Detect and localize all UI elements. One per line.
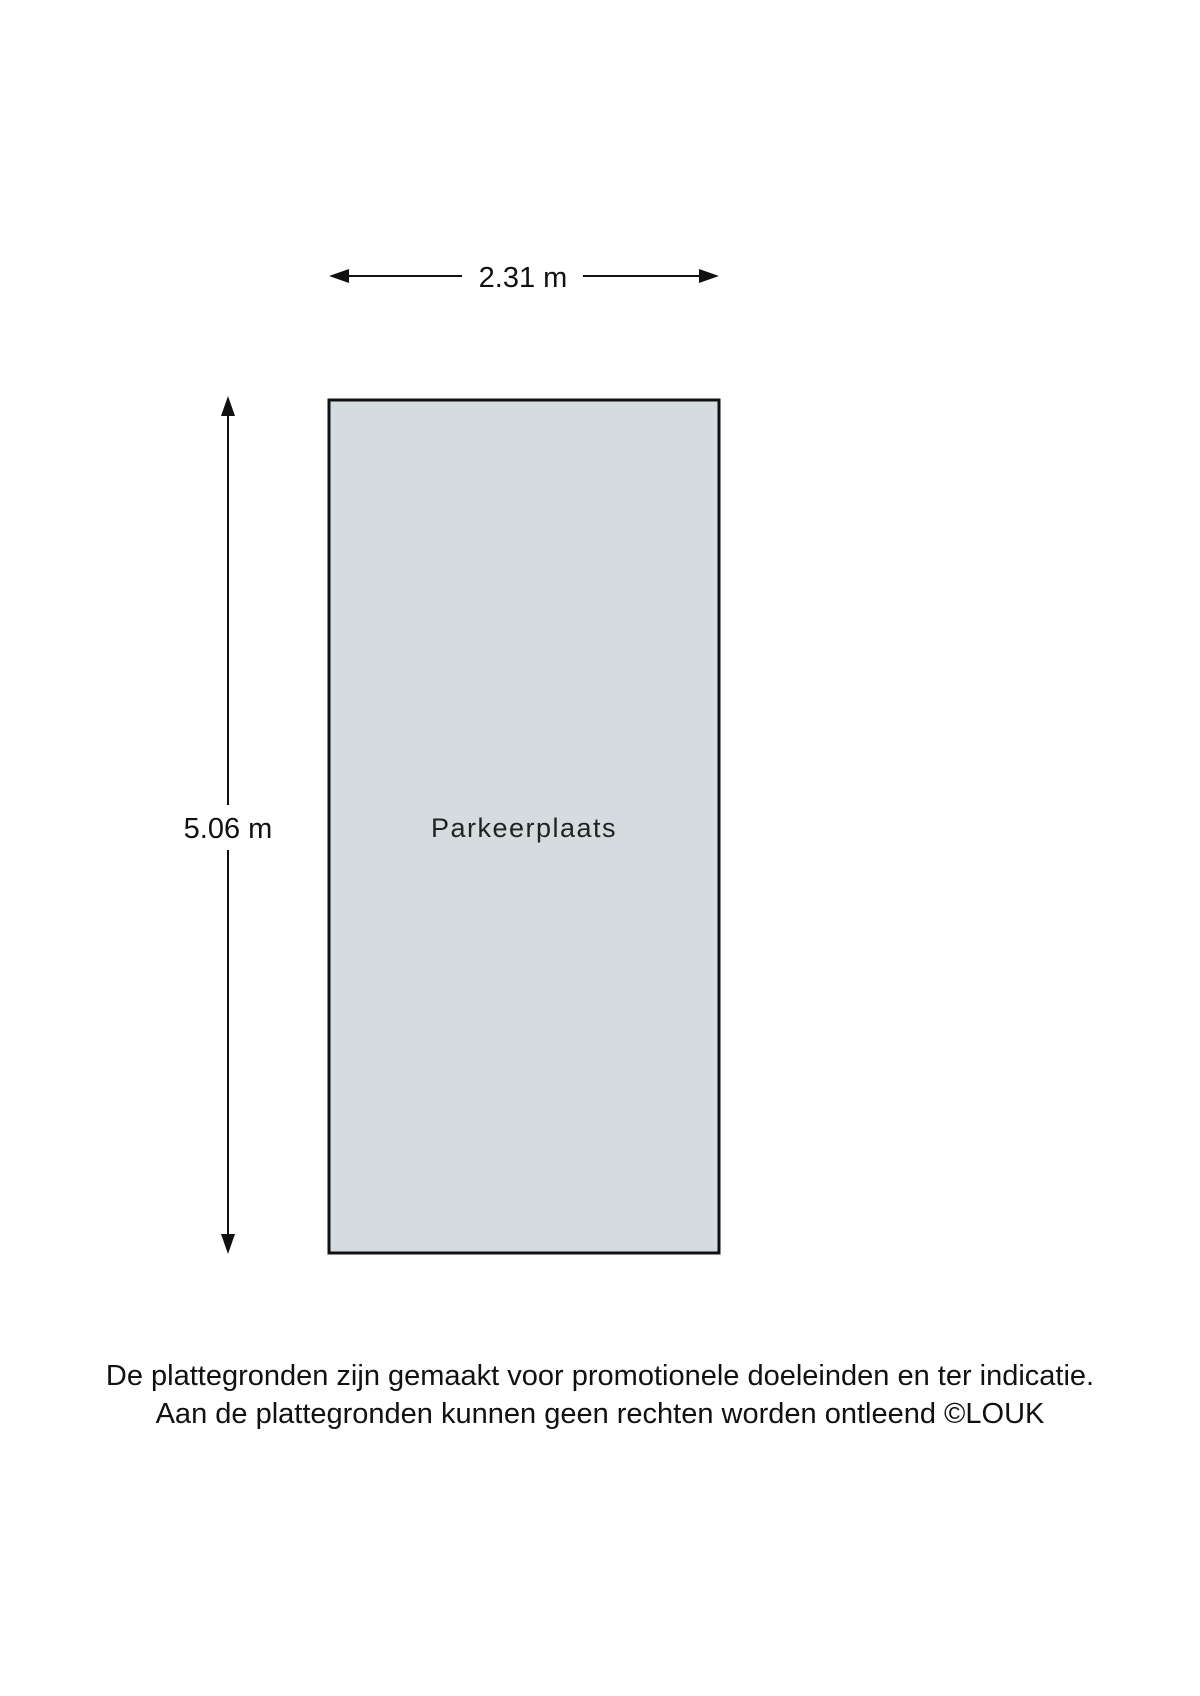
room-label: Parkeerplaats [430,813,618,843]
height-arrow-top-icon [221,396,235,416]
room-parkeerplaats [329,400,719,1253]
width-arrow-right-icon [699,269,719,283]
disclaimer-line-1: De plattegronden zijn gemaakt voor promotionele doeleinden en ter indicatie. [105,1360,1095,1392]
disclaimer [0,1357,1200,1433]
disclaimer-line-2: Aan de plattegronden kunnen geen rechten worden ontleend ©LOUK [155,1398,1045,1430]
width-arrow-left-icon [329,269,349,283]
height-dimension-label: 5.06 m [183,813,273,845]
width-dimension [329,262,719,294]
height-arrow-bottom-icon [221,1234,235,1254]
width-dimension-label: 2.31 m [478,262,568,294]
height-dimension [184,396,273,1254]
